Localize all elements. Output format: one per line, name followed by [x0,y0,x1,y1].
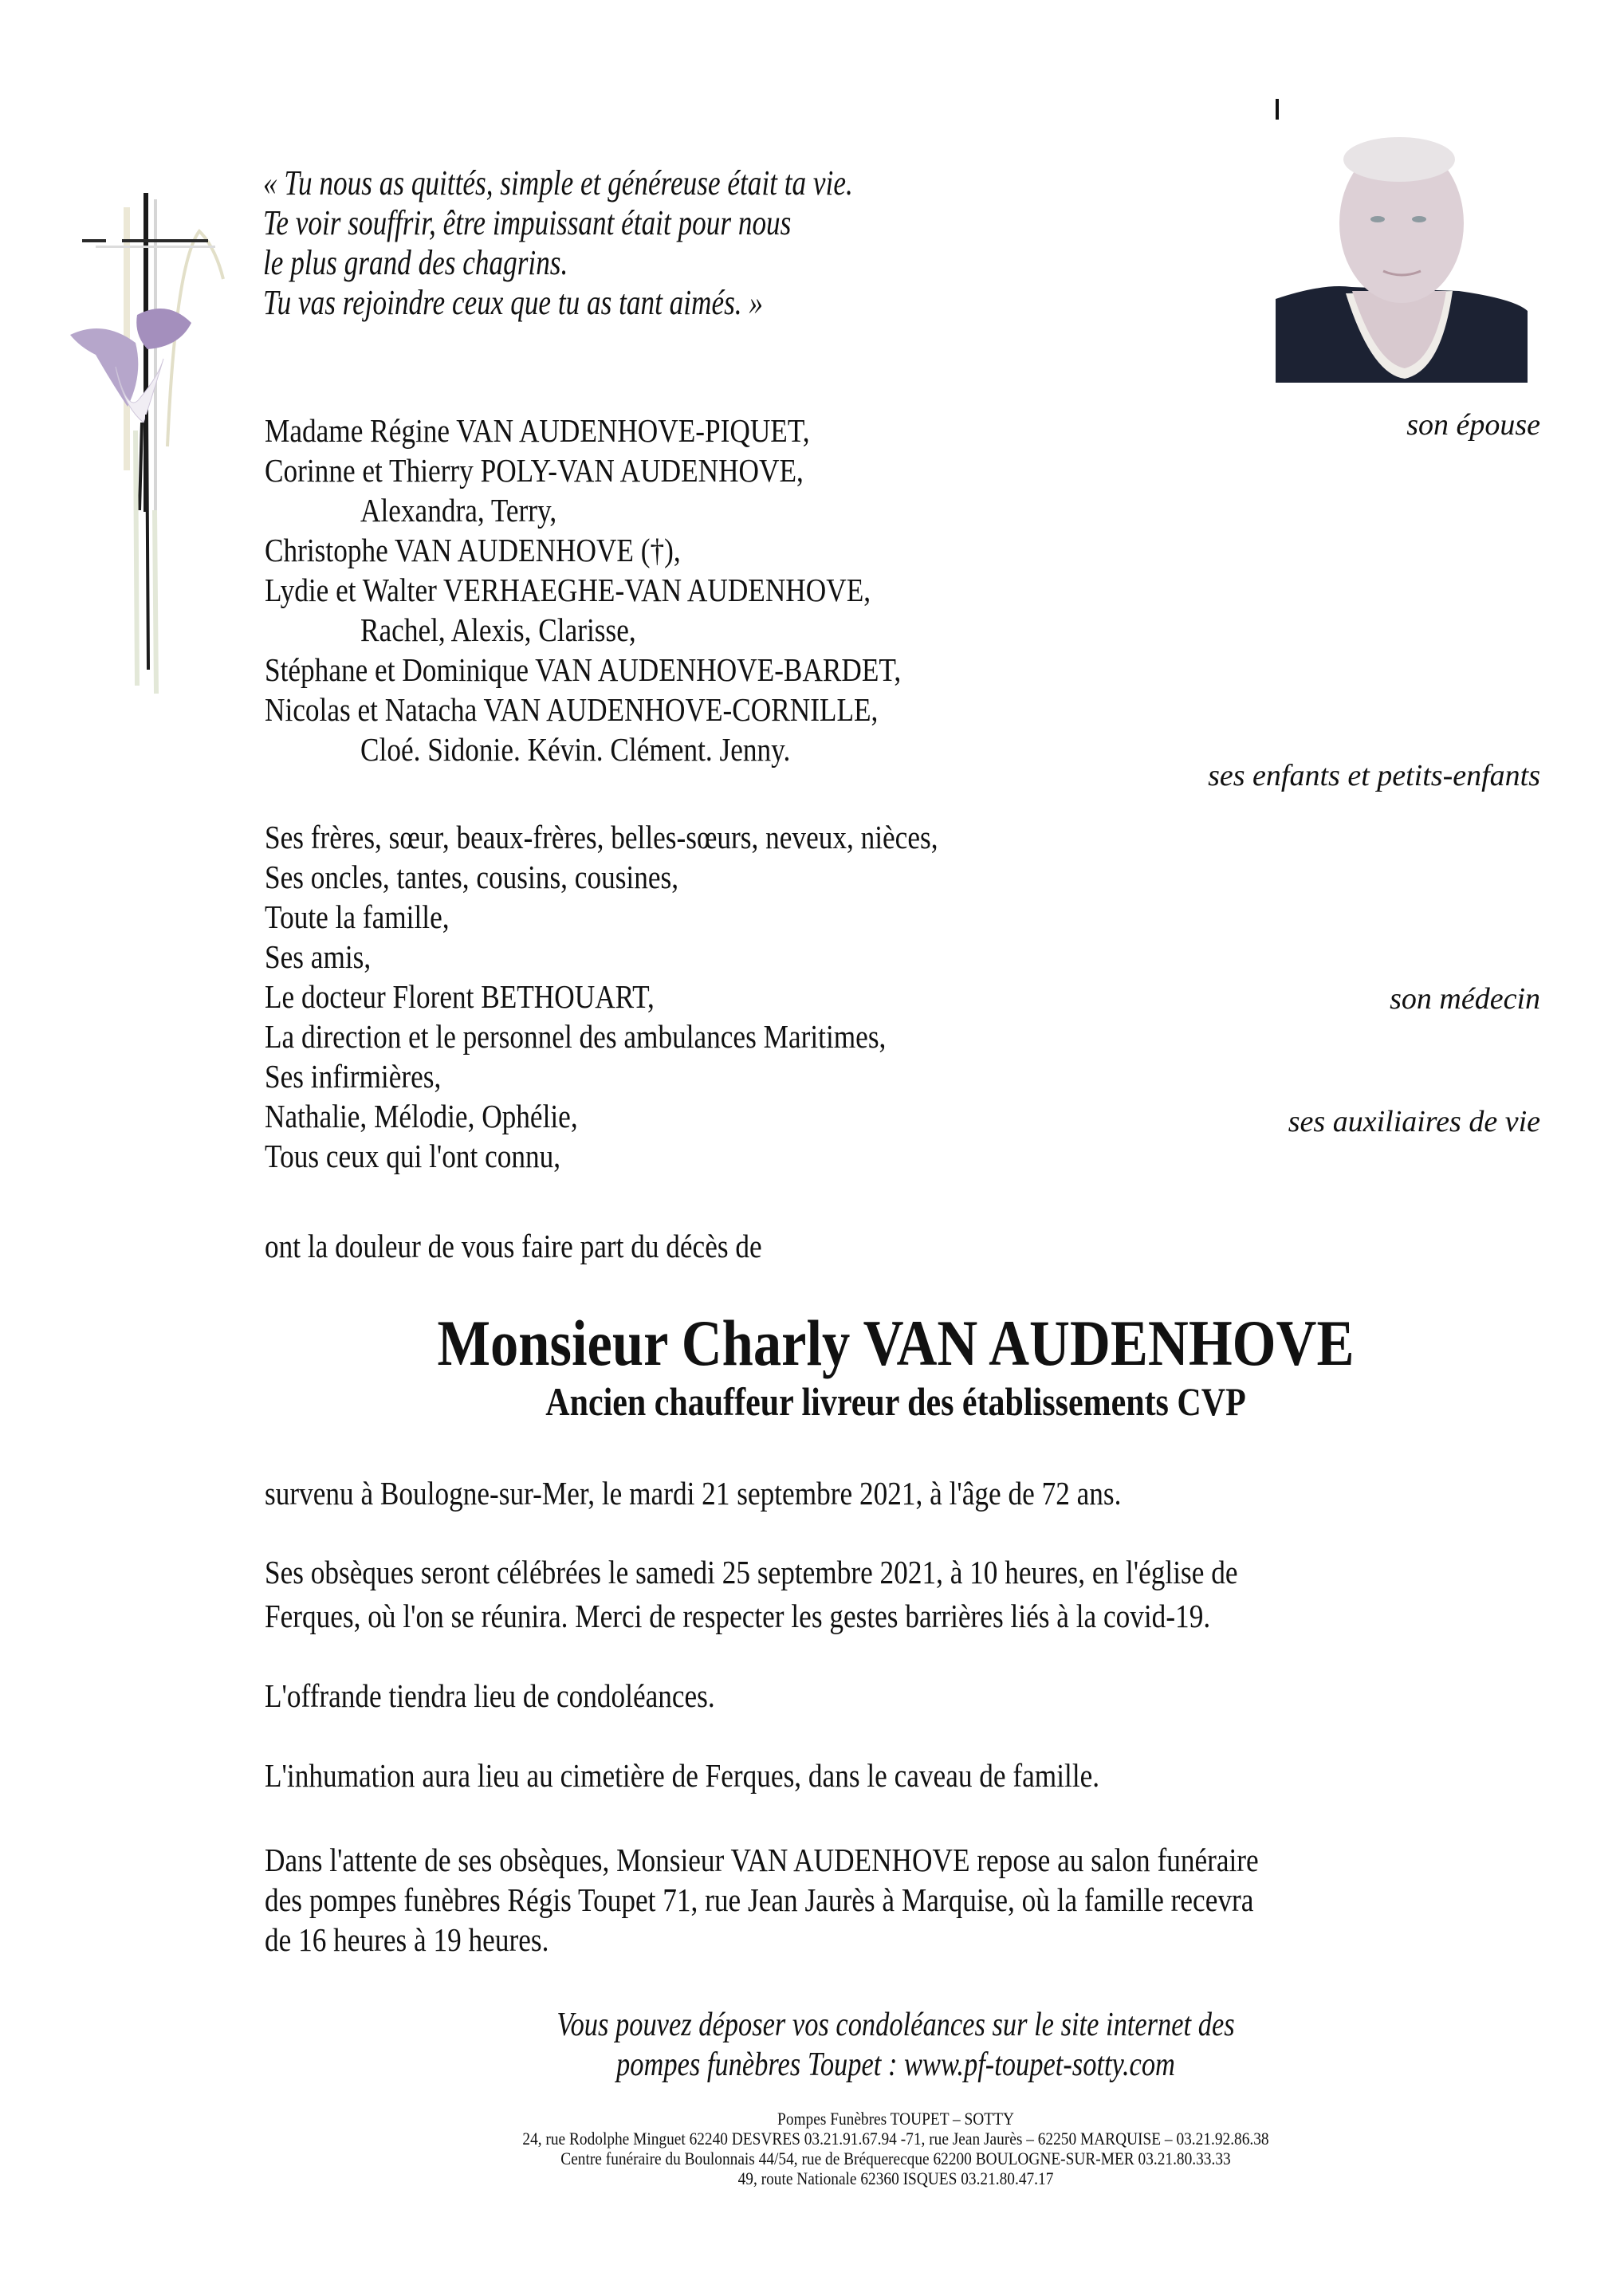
portrait-eye-right [1412,216,1426,222]
family-line: Lydie et Walter VERHAEGHE-VAN AUDENHOVE, [265,572,871,608]
quote-line: « Tu nous as quittés, simple et généreuse était ta vie. [263,163,853,202]
rest-line: Dans l'attente de ses obsèques, Monsieur VAN AUDENHOVE repose au salon funéraire [265,1842,1259,1878]
family-line: Rachel, Alexis, Clarisse, [360,611,636,648]
label-spouse: son épouse [1406,408,1540,442]
relation-line: Le docteur Florent BETHOUART, [265,978,655,1015]
burial-text: L'inhumation aura lieu au cimetière de Ferques, dans le caveau de famille. [265,1757,1100,1794]
portrait-photo [1276,120,1528,383]
relation-line: Tous ceux qui l'ont connu, [265,1138,561,1174]
footer-address: Centre funéraire du Boulonnais 44/54, rue de Bréquerecque 62200 BOULOGNE-SUR-MER 03.21.80.33.33 [560,2149,1231,2168]
condolences-line: Vous pouvez déposer vos condoléances sur le site internet des [556,2007,1235,2043]
relation-line: Ses frères, sœur, beaux-frères, belles-sœurs, neveux, nièces, [265,819,938,855]
condolences-website[interactable]: pompes funèbres Toupet : www.pf-toupet-sotty.com [616,2046,1175,2083]
family-line: Christophe VAN AUDENHOVE (†), [265,532,681,568]
relation-line: Ses oncles, tantes, cousins, cousines, [265,859,679,895]
label-children: ses enfants et petits-enfants [1208,759,1540,792]
offering-text: L'offrande tiendra lieu de condoléances. [265,1677,715,1714]
lily-petal-lower [70,328,138,407]
label-doctor: son médecin [1390,982,1540,1016]
footer-company: Pompes Funèbres TOUPET – SOTTY [777,2109,1014,2129]
announcement-text: ont la douleur de vous faire part du décès de [265,1228,762,1264]
lily-petal-upper [136,309,191,349]
family-line: Cloé. Sidonie. Kévin. Clément. Jenny. [360,731,791,768]
family-line: Nicolas et Natacha VAN AUDENHOVE-CORNILLE, [265,691,879,728]
deceased-name: Monsieur Charly VAN AUDENHOVE [437,1307,1355,1379]
cross-lily-icon [48,175,255,702]
cross-bar-right [122,239,208,242]
relation-line: Ses infirmières, [265,1058,442,1095]
relation-line: La direction et le personnel des ambulances Maritimes, [265,1018,887,1055]
portrait-eye-left [1370,216,1385,222]
rest-line: des pompes funèbres Régis Toupet 71, rue Jean Jaurès à Marquise, où la famille recevra [265,1881,1254,1918]
portrait-hair [1343,137,1455,182]
relation-line: Ses amis, [265,938,372,975]
memorial-quote [263,163,853,323]
relation-line: Toute la famille, [265,898,450,935]
quote-line: le plus grand des chagrins. [263,243,568,282]
deceased-occupation: Ancien chauffeur livreur des établissements CVP [545,1379,1246,1424]
quote-line: Tu vas rejoindre ceux que tu as tant aimés. » [263,283,763,322]
family-line: Stéphane et Dominique VAN AUDENHOVE-BARDET, [265,651,902,688]
footer-address: 24, rue Rodolphe Minguet 62240 DESVRES 03.21.91.67.94 -71, rue Jean Jaurès – 62250 MARQUISE – 03.21.92.86.38 [522,2129,1269,2149]
family-line: Madame Régine VAN AUDENHOVE-PIQUET, [265,412,810,449]
cross-bar-shadow [96,246,215,248]
footer-address: 49, route Nationale 62360 ISQUES 03.21.80.47.17 [737,2168,1054,2188]
funeral-line: Ses obsèques seront célébrées le samedi 25 septembre 2021, à 10 heures, en l'église de [265,1554,1238,1590]
label-carers: ses auxiliaires de vie [1288,1105,1540,1138]
family-line: Corinne et Thierry POLY-VAN AUDENHOVE, [265,452,804,489]
family-line: Alexandra, Terry, [360,492,557,529]
rest-line: de 16 heures à 19 heures. [265,1921,549,1958]
relation-line: Nathalie, Mélodie, Ophélie, [265,1098,578,1134]
quote-line: Te voir souffrir, être impuissant était pour nous [263,203,792,242]
cross-bar-left [82,239,106,242]
death-text: survenu à Boulogne-sur-Mer, le mardi 21 septembre 2021, à l'âge de 72 ans. [265,1475,1122,1512]
funeral-line: Ferques, où l'on se réunira. Merci de respecter les gestes barrières liés à la covid-19. [265,1598,1211,1634]
